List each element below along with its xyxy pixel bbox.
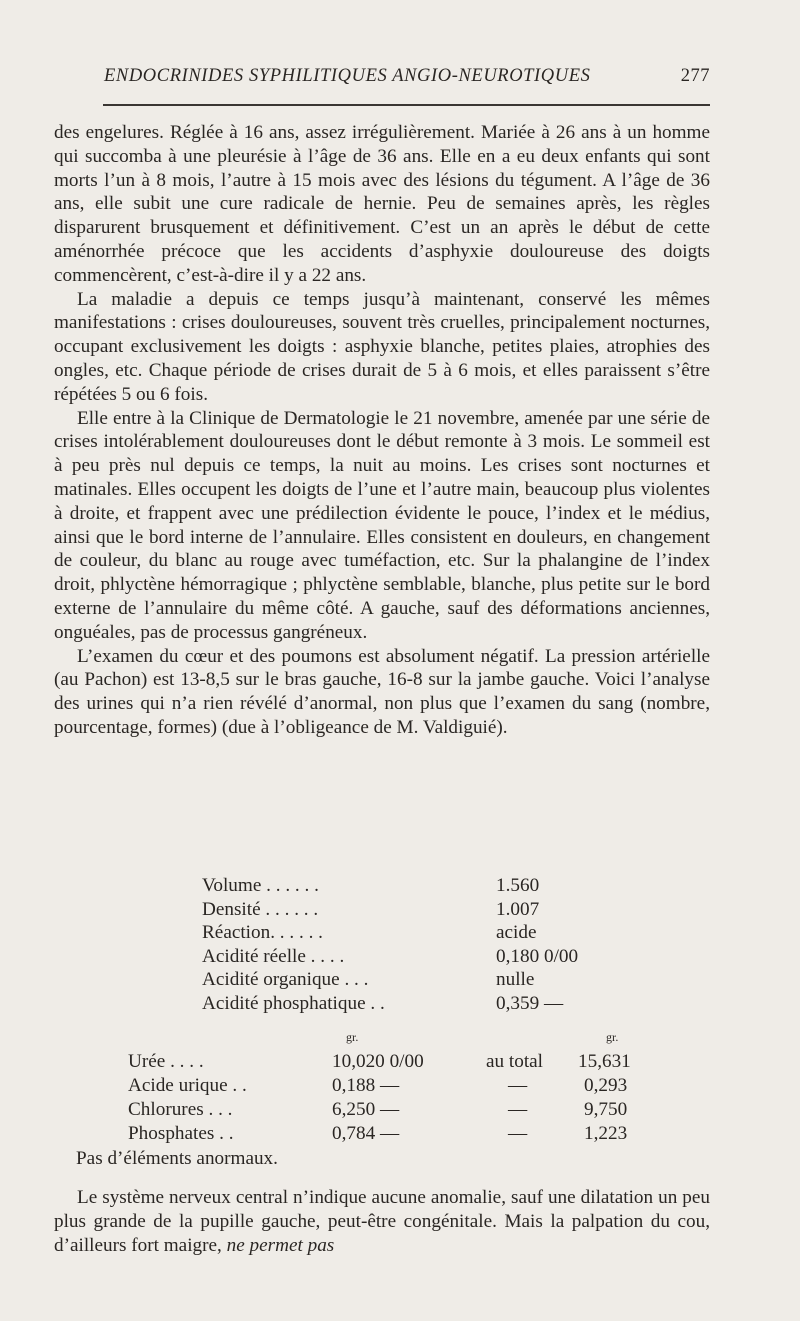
row-value: 1.007 bbox=[496, 898, 540, 920]
row-value: acide bbox=[496, 922, 537, 944]
row-label: Acidité phosphatique . . bbox=[202, 992, 385, 1014]
paragraph-2: La maladie a depuis ce temps jusqu’à maintenant, conservé les mêmes manifestations : crises douloureuses, souvent très cruelles, principalement nocturnes, occupant exclusivement les doigts : asphyxie blanche, petites plaies, atrophies des ongles, etc. Chaque période de crises durait de 5 à 6 mois, et elles paraissent s’être répétées 5 ou 6 fois. bbox=[54, 288, 710, 405]
row-total: 1,223 bbox=[584, 1123, 628, 1144]
row-mid: — bbox=[508, 1075, 528, 1096]
row-concentration: 0,784 — bbox=[332, 1123, 400, 1144]
row-total: 15,631 bbox=[578, 1051, 631, 1072]
row-concentration: 0,188 — bbox=[332, 1075, 400, 1096]
row-concentration: 10,020 0/00 bbox=[332, 1051, 424, 1072]
row-label: Volume . . . . . . bbox=[202, 875, 319, 896]
row-label: Acidité organique . . . bbox=[202, 969, 369, 991]
table-row bbox=[128, 1074, 648, 1098]
row-label: Acide urique . . bbox=[128, 1075, 247, 1096]
table-row bbox=[202, 874, 632, 898]
row-value: nulle bbox=[496, 969, 535, 991]
note-no-abnormal: Pas d’éléments anormaux. bbox=[76, 1148, 278, 1169]
body-text bbox=[54, 121, 710, 740]
row-label: Réaction. . . . . . bbox=[202, 922, 323, 944]
table-row bbox=[128, 1098, 648, 1122]
paragraph-5 bbox=[54, 1186, 710, 1257]
paragraph-4: L’examen du cœur et des poumons est absolument négatif. La pression artérielle (au Pachon) est 13-8,5 sur le bras gauche, 16-8 sur la jambe gauche. Voici l’analyse des urines qui n’a rien révélé d’anormal, non plus que l’examen du sang (nombre, pourcentage, formes) (due à l’obligeance de M. Valdiguié). bbox=[54, 645, 710, 738]
paragraph-5-italic: ne permet pas bbox=[226, 1234, 335, 1256]
table-row bbox=[202, 921, 632, 945]
running-title: ENDOCRINIDES SYPHILITIQUES ANGIO-NEUROTIQUES bbox=[104, 66, 591, 86]
unit-label: gr. bbox=[346, 1030, 359, 1044]
row-label: Acidité réelle . . . . bbox=[202, 945, 345, 967]
table-row bbox=[128, 1122, 648, 1146]
row-mid: — bbox=[508, 1099, 528, 1120]
row-label: Chlorures . . . bbox=[128, 1099, 233, 1120]
table-row bbox=[202, 898, 632, 922]
unit-label: gr. bbox=[606, 1030, 619, 1044]
paragraph-1: des engelures. Réglée à 16 ans, assez irrégulièrement. Mariée à 26 ans à un homme qui succomba à une pleurésie à l’âge de 36 ans. Elle en a eu deux enfants qui sont morts l’un à 8 mois, l’autre à 15 mois avec des lésions du tégument. A l’âge de 36 ans, elle subit une cure radicale de hernie. Peu de semaines après, les règles disparurent brusquement et définitivement. C’est un an après le début de cette aménorrhée précoce que les accidents d’asphyxie douloureuse des doigts commencèrent, c’est-à-dire il y a 22 ans. bbox=[54, 122, 710, 286]
row-mid: au total bbox=[486, 1051, 544, 1072]
row-label: Phosphates . . bbox=[128, 1123, 234, 1144]
row-label: Urée . . . . bbox=[128, 1051, 204, 1072]
urine-components-table bbox=[128, 1030, 648, 1150]
table-row bbox=[128, 1050, 648, 1074]
row-concentration: 6,250 — bbox=[332, 1099, 400, 1120]
table-row bbox=[202, 992, 632, 1016]
paragraph-5-text: Le système nerveux central n’indique aucune anomalie, sauf une dilatation un peu plus grande de la pupille gauche, peut-être congénitale. Mais la palpation du cou, d’ailleurs fort maigre, bbox=[54, 1187, 710, 1256]
header-rule bbox=[103, 104, 710, 106]
row-value: 0,180 0/00 bbox=[496, 945, 579, 967]
row-total: 0,293 bbox=[584, 1075, 628, 1096]
row-label: Densité . . . . . . bbox=[202, 898, 319, 920]
row-mid: — bbox=[508, 1123, 528, 1144]
page-number: 277 bbox=[680, 66, 710, 86]
row-value: 0,359 — bbox=[496, 992, 564, 1014]
row-value: 1.560 bbox=[496, 875, 540, 896]
urine-analysis-table bbox=[202, 874, 632, 1016]
row-total: 9,750 bbox=[584, 1099, 628, 1120]
table-row bbox=[202, 945, 632, 969]
body-text-continued bbox=[54, 1186, 710, 1257]
paragraph-3: Elle entre à la Clinique de Dermatologie le 21 novembre, amenée par une série de crises intolérablement douloureuses dont le début remonte à 3 mois. Le sommeil est à peu près nul depuis ce temps, la nuit au moins. Les crises sont nocturnes et matinales. Elles occupent les doigts de l’une et l’autre main, beaucoup plus violentes à droite, et frappent avec une prédilection évidente le pouce, l’index et le médius, ainsi que le bord interne de l’annulaire. Elles consistent en douleurs, en changement de couleur, du blanc au rouge avec tuméfaction, etc. Sur la phalangine de l’index droit, phlyctène hémorragique ; phlyctène semblable, blanche, plus petite sur le bord externe de l’annulaire du même côté. A gauche, sauf des déformations anciennes, onguéales, pas de processus gangréneux. bbox=[54, 407, 710, 643]
table-row bbox=[202, 968, 632, 992]
